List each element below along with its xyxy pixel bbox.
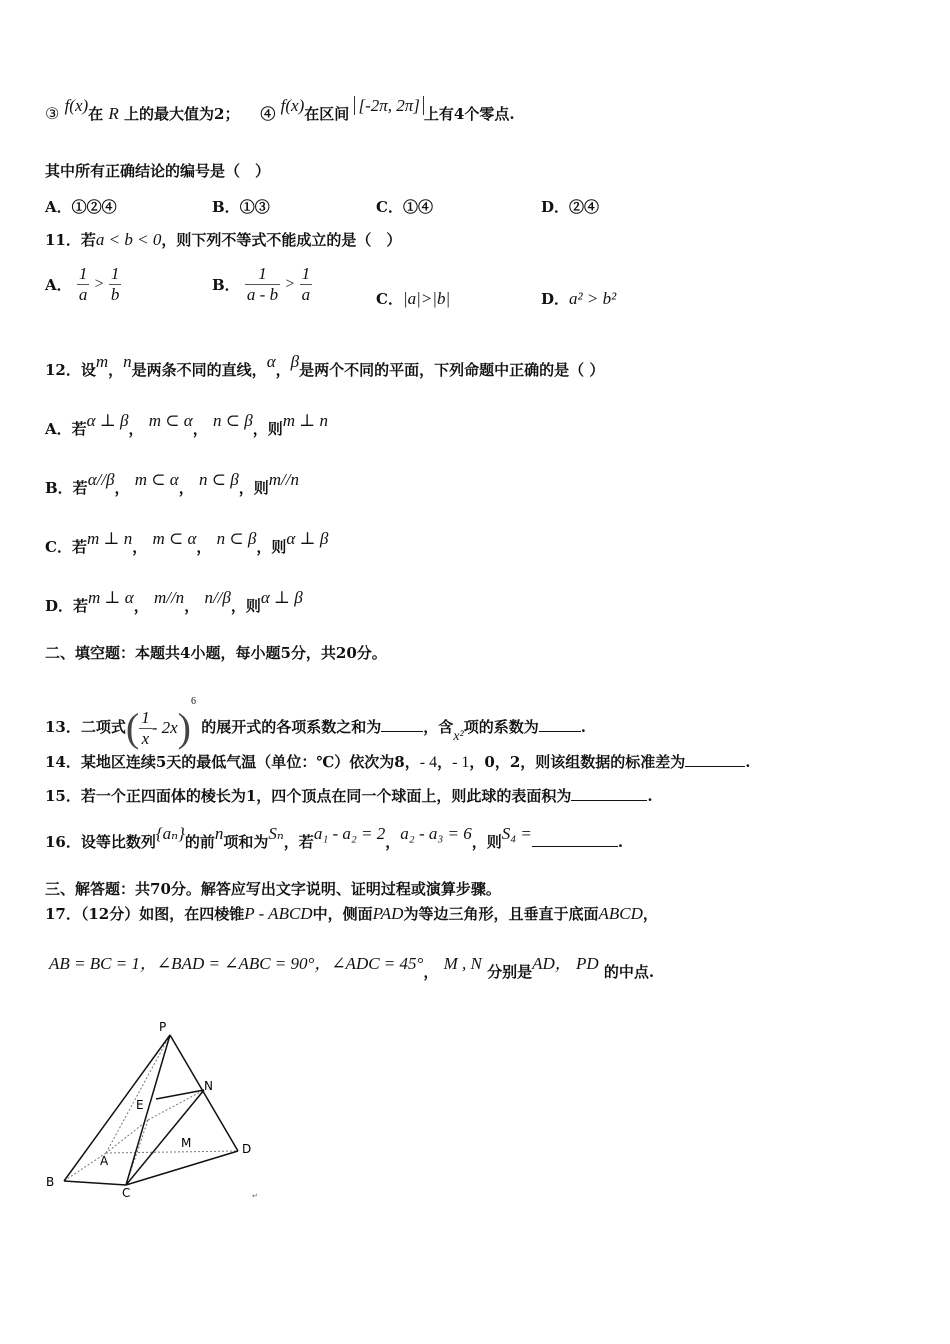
q13-blank-2[interactable] — [539, 717, 581, 732]
label-M: M — [181, 1136, 192, 1150]
edge-PC — [126, 1035, 170, 1185]
edge-MA — [106, 1120, 148, 1153]
q10-option-d: D．②④ — [541, 198, 600, 216]
q13-stem: 13．二项式( $\frac{1}{x}$ - 2x)$^6$ 的展开式的各项系数之和为 ，含x²项的系数为 . — [45, 696, 586, 750]
pyramid-figure — [40, 1015, 270, 1205]
edge-CD — [126, 1151, 238, 1185]
q17-conditions: AB = BC = 1，∠BAD = ∠ABC = 90°，∠ADC = 45°， M , N 分别是AD， PD 的中点. — [49, 954, 655, 981]
q13-blank-1[interactable] — [381, 717, 423, 732]
q11-option-b: B． $\frac{1}{a - b}$ > $\frac{1}{a}$ — [212, 264, 311, 304]
edge-AD — [106, 1151, 238, 1153]
q16-stem: 16．设等比数列{aₙ}的前n项和为Sₙ，若a₁ - a₂ = 2，a₂ - a₃ = 6，则S₄ = . — [45, 824, 624, 851]
q12-option-a: A．若α ⊥ β， m ⊂ α， n ⊂ β，则m ⊥ n — [45, 411, 328, 438]
q10-items-3-4 — [45, 96, 515, 125]
item3-text-a: 在 — [88, 105, 104, 123]
q15-blank[interactable] — [571, 786, 647, 801]
edge-PD — [170, 1035, 238, 1151]
edge-PA — [106, 1035, 170, 1153]
q10-option-b: B．①③ — [212, 198, 270, 216]
edge-BC — [64, 1181, 126, 1185]
q15-stem: 15．若一个正四面体的棱长为1，四个顶点在同一个球面上，则此球的表面积为 . — [45, 787, 653, 805]
q11-option-d: D．a² > b² — [541, 289, 617, 308]
item4-interval: [-2π, 2π] — [354, 96, 423, 115]
label-N: N — [204, 1079, 213, 1093]
q12-option-d: D．若m ⊥ α， m//n， n//β，则α ⊥ β — [45, 588, 303, 615]
q13-fraction: $\frac{1}{x}$ — [141, 707, 150, 748]
label-A: A — [100, 1154, 109, 1168]
q11-a-right-fraction: $\frac{1}{b}$ — [110, 264, 120, 304]
item4-text-b: 上有4个零点. — [423, 105, 515, 123]
edge-PB — [64, 1035, 170, 1181]
section-2-heading: 二、填空题：本题共4小题，每小题5分，共20分。 — [45, 644, 387, 662]
label-B: B — [46, 1175, 55, 1189]
q14-stem: 14．某地区连续5天的最低气温（单位：℃）依次为8，- 4，- 1，0，2，则该组数据的标准差为 . — [45, 753, 751, 771]
item3-text-b: 上的最大值为2； — [124, 105, 240, 123]
q11-option-c: C．|a|>|b| — [376, 289, 451, 308]
label-C: C — [122, 1186, 131, 1200]
label-P: P — [159, 1020, 167, 1034]
q11-a-left-fraction: $\frac{1}{a}$ — [78, 264, 88, 304]
q11-stem: 11．若a < b < 0，则下列不等式不能成立的是（ ） — [45, 230, 402, 249]
section-3-heading: 三、解答题：共70分。解答应写出文字说明、证明过程或演算步骤。 — [45, 880, 501, 898]
q10-prompt: 其中所有正确结论的编号是（ ） — [45, 162, 271, 180]
q12-option-b: B．若α//β， m ⊂ α， n ⊂ β，则m//n — [45, 470, 299, 497]
item3-fx: f(x) — [64, 96, 89, 115]
q11-b-right-fraction: $\frac{1}{a}$ — [301, 264, 311, 304]
q11-condition: a < b < 0 — [95, 230, 162, 249]
item4-fx: f(x) — [280, 96, 305, 115]
label-D: D — [242, 1142, 252, 1156]
q14-blank[interactable] — [685, 752, 745, 767]
item3-mark: ③ — [45, 106, 60, 123]
q10-option-a: A．①②④ — [45, 198, 117, 216]
q12-stem: 12．设m，n是两条不同的直线，α，β是两个不同的平面，下列命题中正确的是（ ） — [45, 352, 605, 379]
q16-blank[interactable] — [532, 832, 618, 847]
label-E: E — [136, 1098, 144, 1112]
q10-option-c: C．①④ — [376, 198, 433, 216]
q11-b-left-fraction: $\frac{1}{a - b}$ — [246, 264, 279, 304]
q11-option-a: A． $\frac{1}{a}$ > $\frac{1}{b}$ — [45, 264, 120, 304]
item4-mark: ④ — [260, 105, 276, 123]
item4-text-a: 在区间 — [304, 105, 350, 123]
item3-R: R — [108, 104, 119, 123]
figure-corner-mark: ↵ — [252, 1192, 258, 1200]
q17-stem: 17．（12分）如图，在四棱锥P - ABCD中，侧面PAD为等边三角形，且垂直于底面ABCD， — [45, 904, 658, 923]
q12-option-c: C．若m ⊥ n， m ⊂ α， n ⊂ β，则α ⊥ β — [45, 529, 329, 556]
